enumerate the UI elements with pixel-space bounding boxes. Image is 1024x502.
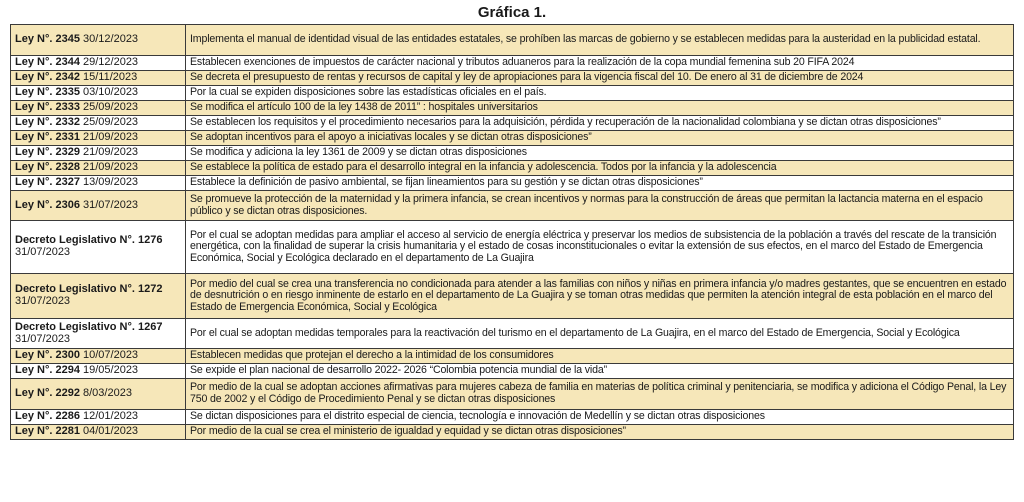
- table-row: [11, 379, 1014, 410]
- law-name: Ley N°. 2327: [15, 176, 80, 189]
- table-row: [11, 274, 1014, 319]
- laws-table: [10, 24, 1014, 440]
- table-row: [11, 176, 1014, 191]
- table-row: [11, 25, 1014, 56]
- law-name: Ley N°. 2328: [15, 161, 80, 174]
- law-description: Se expide el plan nacional de desarrollo 2022- 2026 “Colombia potencia mundial de la vida”: [186, 364, 1014, 379]
- law-description: Por medio del cual se crea una transferencia no condicionada para atender a las familias con niños y niñas en primera infancia y/o madres gestantes, que se encuentren en estado de desnutrición o en riesgo inminente de estarlo en el departamento de La Guajira y se toman otras medidas que permiten la atención integral de esta población en el marco del Estado de Emergencia Económica, Social y Ecológica: [186, 274, 1014, 319]
- law-cell: [11, 25, 186, 56]
- figure-title: Gráfica 1.: [477, 4, 547, 21]
- law-name: Ley N°. 2335: [15, 86, 80, 99]
- law-name: Ley N°. 2329: [15, 146, 80, 159]
- table-row: [11, 146, 1014, 161]
- table-row: [11, 364, 1014, 379]
- law-description: Se adoptan incentivos para el apoyo a iniciativas locales y se dictan otras disposiciones”: [186, 131, 1014, 146]
- law-description: Por medio de la cual se crea el ministerio de igualdad y equidad y se dictan otras disposiciones”: [186, 425, 1014, 440]
- law-name: Ley N°. 2306: [15, 198, 80, 211]
- law-date: 29/12/2023: [83, 56, 139, 69]
- law-cell: [11, 379, 186, 410]
- law-name: Ley N°. 2345: [15, 33, 80, 46]
- laws-table-body: [11, 25, 1014, 440]
- law-cell: [11, 274, 186, 319]
- law-cell: [11, 425, 186, 440]
- law-date: 31/07/2023: [15, 246, 71, 258]
- law-date: 21/09/2023: [83, 131, 139, 144]
- law-description: Establecen medidas que protejan el derecho a la intimidad de los consumidores: [186, 349, 1014, 364]
- law-description: Por la cual se expiden disposiciones sobre las estadísticas oficiales en el país.: [186, 86, 1014, 101]
- law-cell: [11, 86, 186, 101]
- table-row: [11, 221, 1014, 274]
- law-cell: [11, 221, 186, 274]
- table-row: [11, 410, 1014, 425]
- law-date: 19/05/2023: [83, 364, 139, 377]
- law-date: 25/09/2023: [83, 101, 139, 114]
- law-name: Ley N°. 2281: [15, 425, 80, 438]
- law-date: 04/01/2023: [83, 425, 139, 438]
- law-description: Por el cual se adoptan medidas para ampliar el acceso al servicio de energía eléctrica y preservar los medios de subsistencia de la población a través del rescate de la transición energética, con la finalidad de superar la crisis humanitaria y el estado de cosas inconstitucionales o evitar la extensión de sus efectos, en el marco del Estado de Emergencia Económica, Social y Ecológica declarado en el departamento de La Guajira: [186, 221, 1014, 274]
- law-description: Se decreta el presupuesto de rentas y recursos de capital y ley de apropiaciones para la vigencia fiscal del 10. De enero al 31 de diciembre de 2024: [186, 71, 1014, 86]
- law-description: Se establece la política de estado para el desarrollo integral en la infancia y adolescencia. Todos por la infancia y la adolescencia: [186, 161, 1014, 176]
- law-cell: [11, 349, 186, 364]
- law-name: Ley N°. 2294: [15, 364, 80, 377]
- law-date: 21/09/2023: [83, 146, 139, 159]
- table-row: [11, 86, 1014, 101]
- table-row: [11, 101, 1014, 116]
- law-cell: [11, 410, 186, 425]
- law-name: Ley N°. 2344: [15, 56, 80, 69]
- law-name: Decreto Legislativo N°. 1272: [15, 283, 163, 296]
- law-name: Ley N°. 2292: [15, 387, 80, 400]
- table-row: [11, 425, 1014, 440]
- law-name: Decreto Legislativo N°. 1267: [15, 320, 163, 333]
- law-date: 31/07/2023: [15, 332, 71, 345]
- law-description: Establece la definición de pasivo ambiental, se fijan lineamientos para su gestión y se dictan otras disposiciones”: [186, 176, 1014, 191]
- table-row: [11, 56, 1014, 71]
- law-date: 31/07/2023: [83, 198, 139, 211]
- law-date: 30/12/2023: [83, 33, 139, 46]
- law-cell: [11, 319, 186, 349]
- law-date: 8/03/2023: [83, 387, 132, 400]
- law-date: 31/07/2023: [15, 295, 71, 307]
- table-row: [11, 161, 1014, 176]
- law-date: 12/01/2023: [83, 410, 139, 423]
- law-name: Ley N°. 2331: [15, 131, 80, 144]
- law-description: Se modifica y adiciona la ley 1361 de 2009 y se dictan otras disposiciones: [186, 146, 1014, 161]
- law-date: 15/11/2023: [83, 71, 138, 84]
- law-cell: [11, 131, 186, 146]
- law-name: Ley N°. 2286: [15, 410, 80, 423]
- law-cell: [11, 116, 186, 131]
- law-cell: [11, 101, 186, 116]
- law-description: Se establecen los requisitos y el procedimiento necesarios para la adquisición, pérdida y recuperación de la nacionalidad colombiana y se dictan otras disposiciones”: [186, 116, 1014, 131]
- law-name: Decreto Legislativo N°. 1276: [15, 234, 163, 247]
- law-description: Establecen exenciones de impuestos de carácter nacional y tributos aduaneros para la realización de la copa mundial femenina sub 20 FIFA 2024: [186, 56, 1014, 71]
- law-cell: [11, 176, 186, 191]
- law-date: 10/07/2023: [83, 349, 139, 362]
- table-row: [11, 116, 1014, 131]
- law-description: Por el cual se adoptan medidas temporales para la reactivación del turismo en el departamento de La Guajira, en el marco del Estado de Emergencia, Social y Ecológica: [186, 319, 1014, 349]
- table-row: [11, 349, 1014, 364]
- law-name: Ley N°. 2332: [15, 116, 80, 129]
- law-description: Por medio de la cual se adoptan acciones afirmativas para mujeres cabeza de familia en materias de política criminal y penitenciaria, se modifica y adiciona el Código Penal, la Ley 750 de 2002 y el Código de Procedimiento Penal y se dictan otras disposiciones: [186, 379, 1014, 410]
- law-cell: [11, 71, 186, 86]
- law-description: Se promueve la protección de la maternidad y la primera infancia, se crean incentivos y normas para la construcción de áreas que permitan la lactancia materna en el espacio público y se dictan otras disposiciones.: [186, 191, 1014, 221]
- law-date: 03/10/2023: [83, 86, 139, 99]
- law-cell: [11, 364, 186, 379]
- table-row: [11, 319, 1014, 349]
- law-description: Se dictan disposiciones para el distrito especial de ciencia, tecnología e innovación de Medellín y se dictan otras disposiciones: [186, 410, 1014, 425]
- law-cell: [11, 56, 186, 71]
- law-cell: [11, 146, 186, 161]
- table-row: [11, 71, 1014, 86]
- law-name: Ley N°. 2333: [15, 101, 80, 114]
- law-date: 25/09/2023: [83, 116, 139, 129]
- law-description: Se modifica el artículo 100 de la ley 1438 de 2011” : hospitales universitarios: [186, 101, 1014, 116]
- law-name: Ley N°. 2300: [15, 349, 80, 362]
- law-cell: [11, 161, 186, 176]
- law-description: Implementa el manual de identidad visual de las entidades estatales, se prohíben las marcas de gobierno y se establecen medidas para la austeridad en la publicidad estatal.: [186, 25, 1014, 56]
- law-cell: [11, 191, 186, 221]
- table-row: [11, 131, 1014, 146]
- table-row: [11, 191, 1014, 221]
- law-date: 21/09/2023: [83, 161, 139, 174]
- law-date: 13/09/2023: [83, 176, 139, 189]
- law-name: Ley N°. 2342: [15, 71, 80, 84]
